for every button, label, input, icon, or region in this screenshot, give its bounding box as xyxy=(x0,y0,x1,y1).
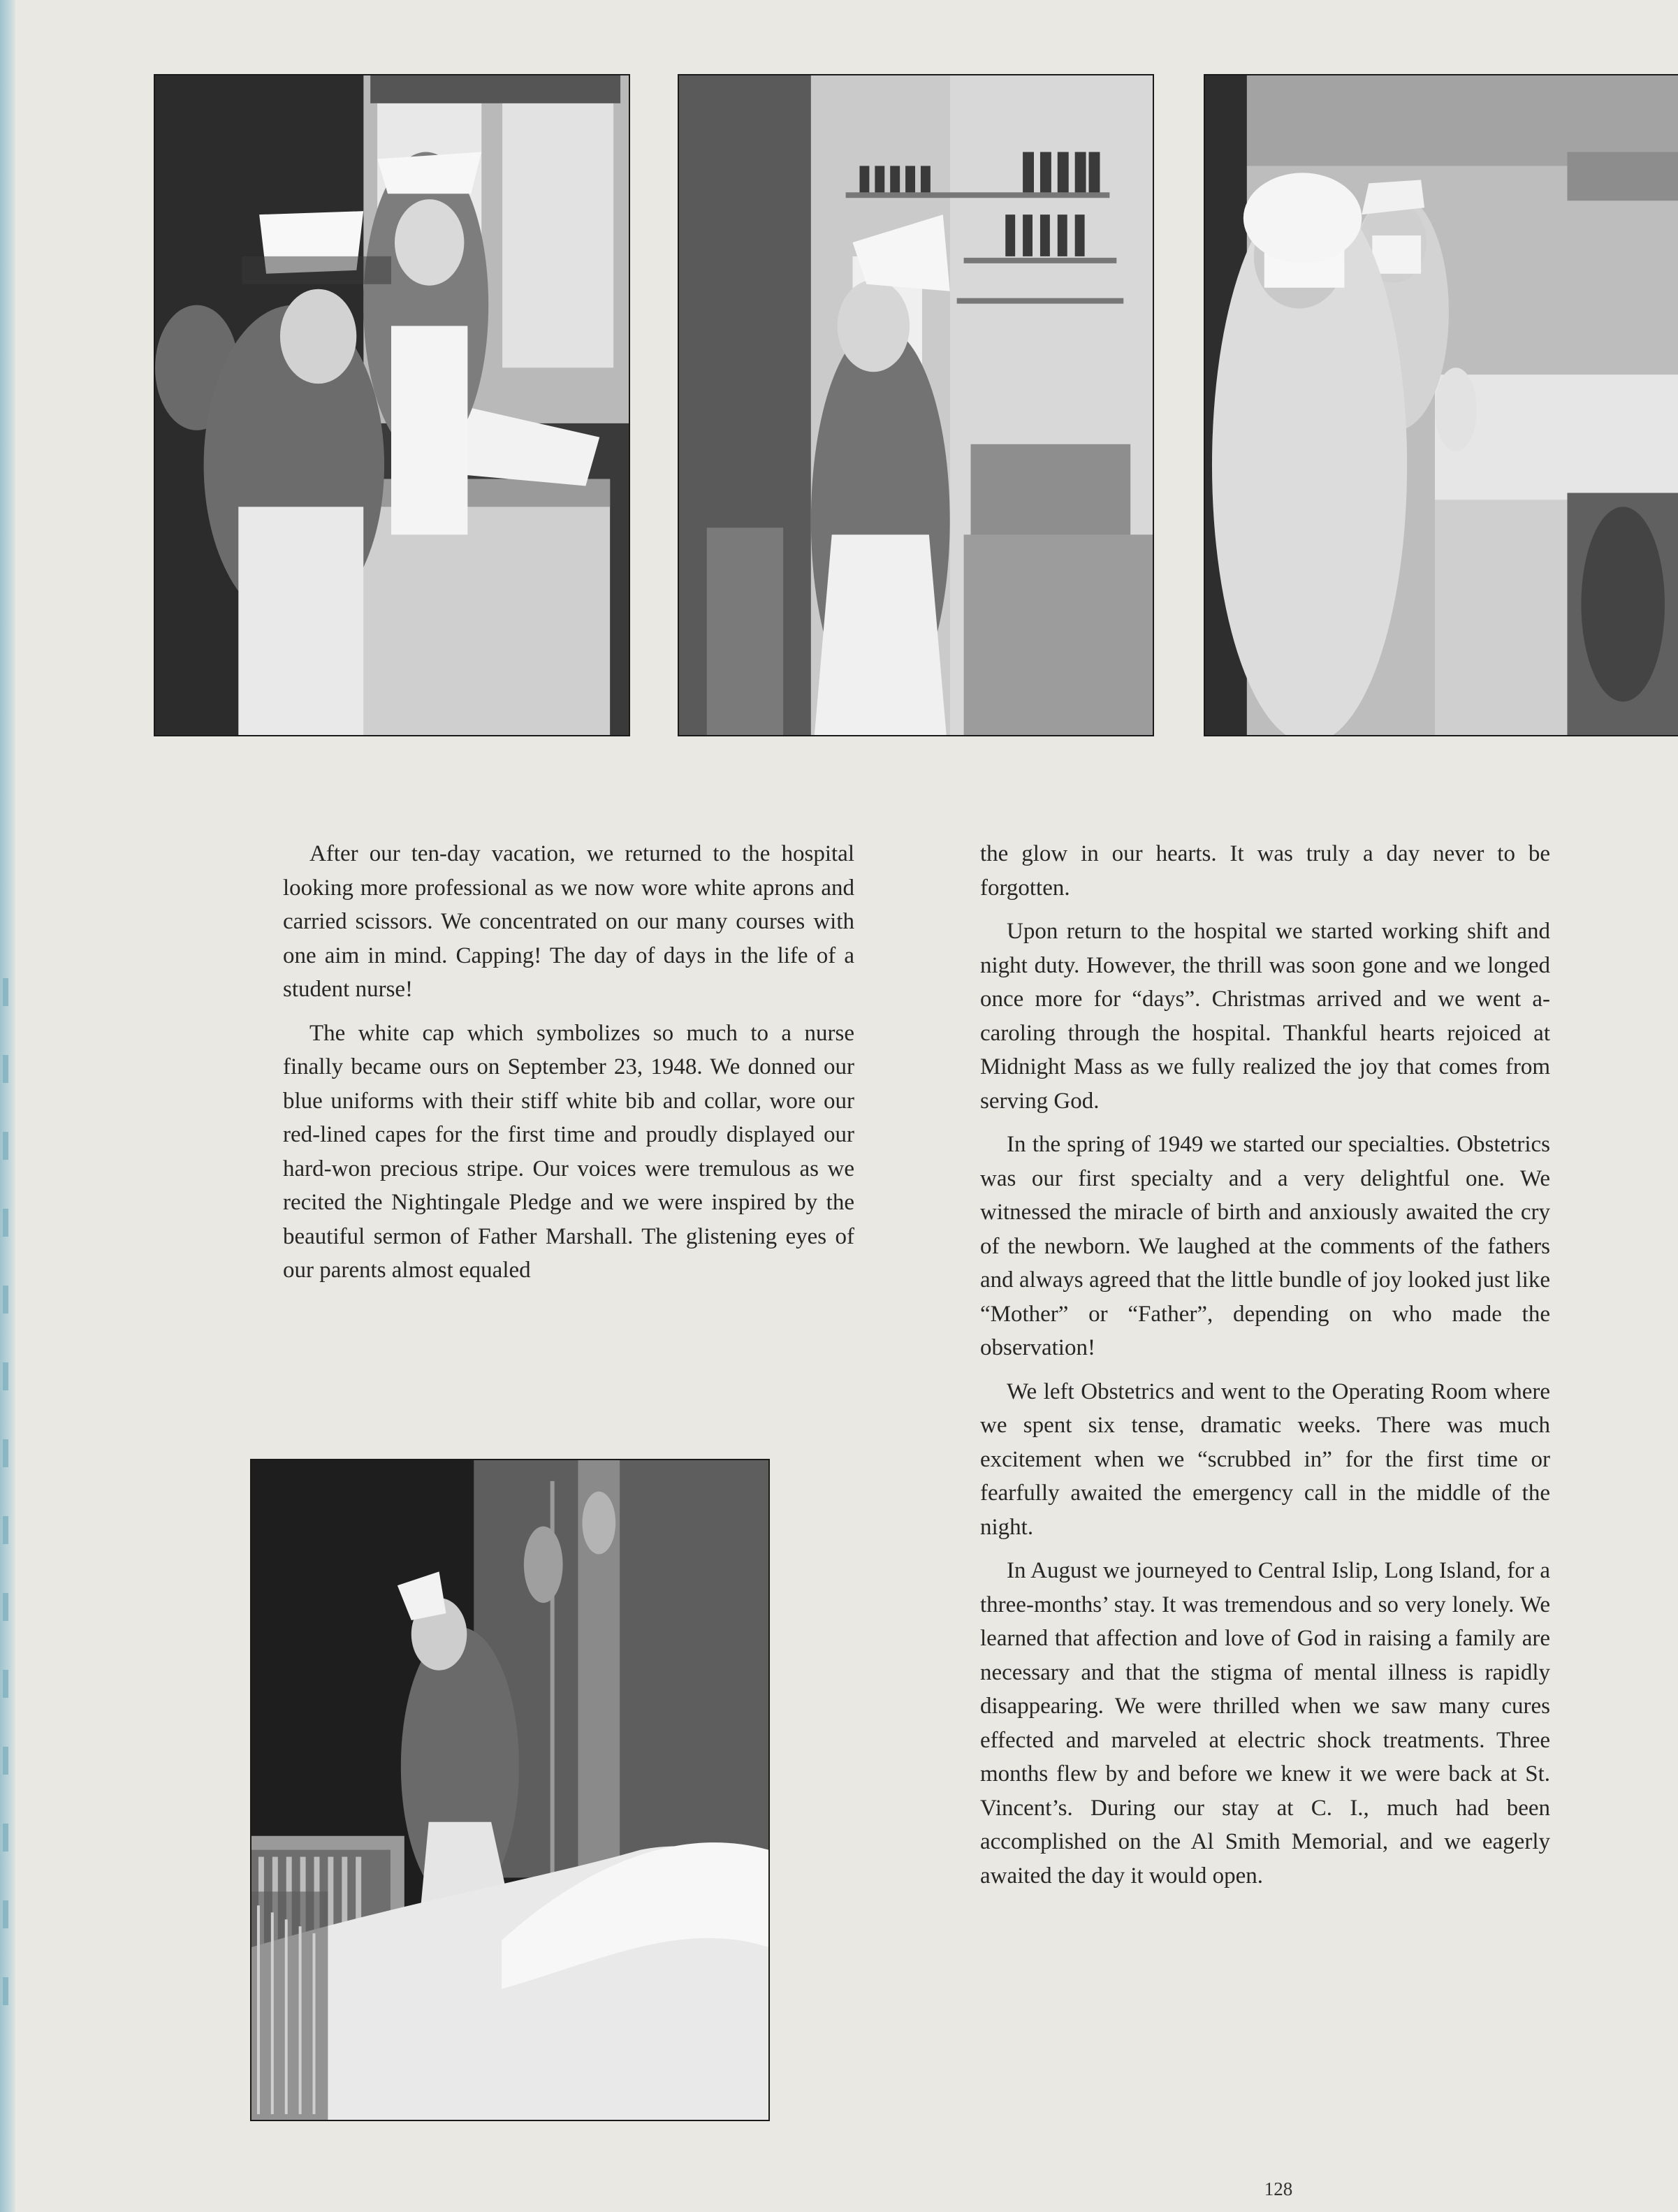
paragraph: In August we journeyed to Central Islip, Long Island, for a three-months’ stay. It was tremendous and so very lonely. We learned that affection and love of God in raising a family are necessary and that the stigma of mental illness is rapidly disappearing. We were thrilled when we saw many cures effected and marveled at electric shock treatments. Three months flew by and before we knew it we were back at St. Vincent’s. During our stay at C. I., much had been accomplished on the Al Smith Memorial, and we eagerly awaited the day it would open. xyxy=(980,1558,1550,1889)
photo-nurse-at-medicine-cabinet xyxy=(678,74,1154,736)
paragraph: In the spring of 1949 we started our specialties. Obstetrics was our first specialty and a very delightful one. We witnessed the miracle of birth and anxiously awaited the cry of the newborn. We laughed at the comments of the fathers and always agreed that the little bundle of joy looked just like “Mother” or “Father”, depending on who made the observation! xyxy=(980,1132,1550,1360)
page-number: 128 xyxy=(1264,2178,1293,2199)
paragraph: Upon return to the hospital we started working shift and night duty. However, the thrill was soon gone and we longed once more for “days”. Christmas arrived and we went a-caroling through the hospital. Thankful hearts rejoiced at Midnight Mass as we fully realized the joy that comes from serving God. xyxy=(980,919,1550,1114)
photo-nurse-adjusting-iv-at-bedside xyxy=(250,1459,770,2121)
paragraph: the glow in our hearts. It was truly a day never to be forgotten. xyxy=(980,841,1550,901)
book-binding-edge xyxy=(0,0,15,2212)
photo-two-nurses-at-desk xyxy=(154,74,630,736)
paragraph: After our ten-day vacation, we returned to the hospital looking more professional as we now wore white aprons and carried scissors. We concentrated on our many courses with one aim in mind. Capping! The day of days in the life of a student nurse! xyxy=(283,841,854,1002)
paragraph: We left Obstetrics and went to the Operating Room where we spent six tense, dramatic weeks. There was much excitement when we “scrubbed in” for the first time or fearfully awaited the emergency call in the middle of the night. xyxy=(980,1378,1550,1540)
photo-masked-nurses-scrubbing xyxy=(1204,74,1678,736)
paragraph: The white cap which symbolizes so much to a nurse finally became ours on September 23, 1948. We donned our blue uniforms with their stiff white bib and collar, wore our red-lined capes for the first time and proudly displayed our hard-won precious stripe. Our voices were tremulous as we recited the Nightingale Pledge and we were inspired by the beautiful sermon of Father Marshall. The glistening eyes of our parents almost equaled xyxy=(283,1020,854,1283)
text-column-left xyxy=(283,837,854,1297)
text-column-right xyxy=(980,837,1550,1902)
